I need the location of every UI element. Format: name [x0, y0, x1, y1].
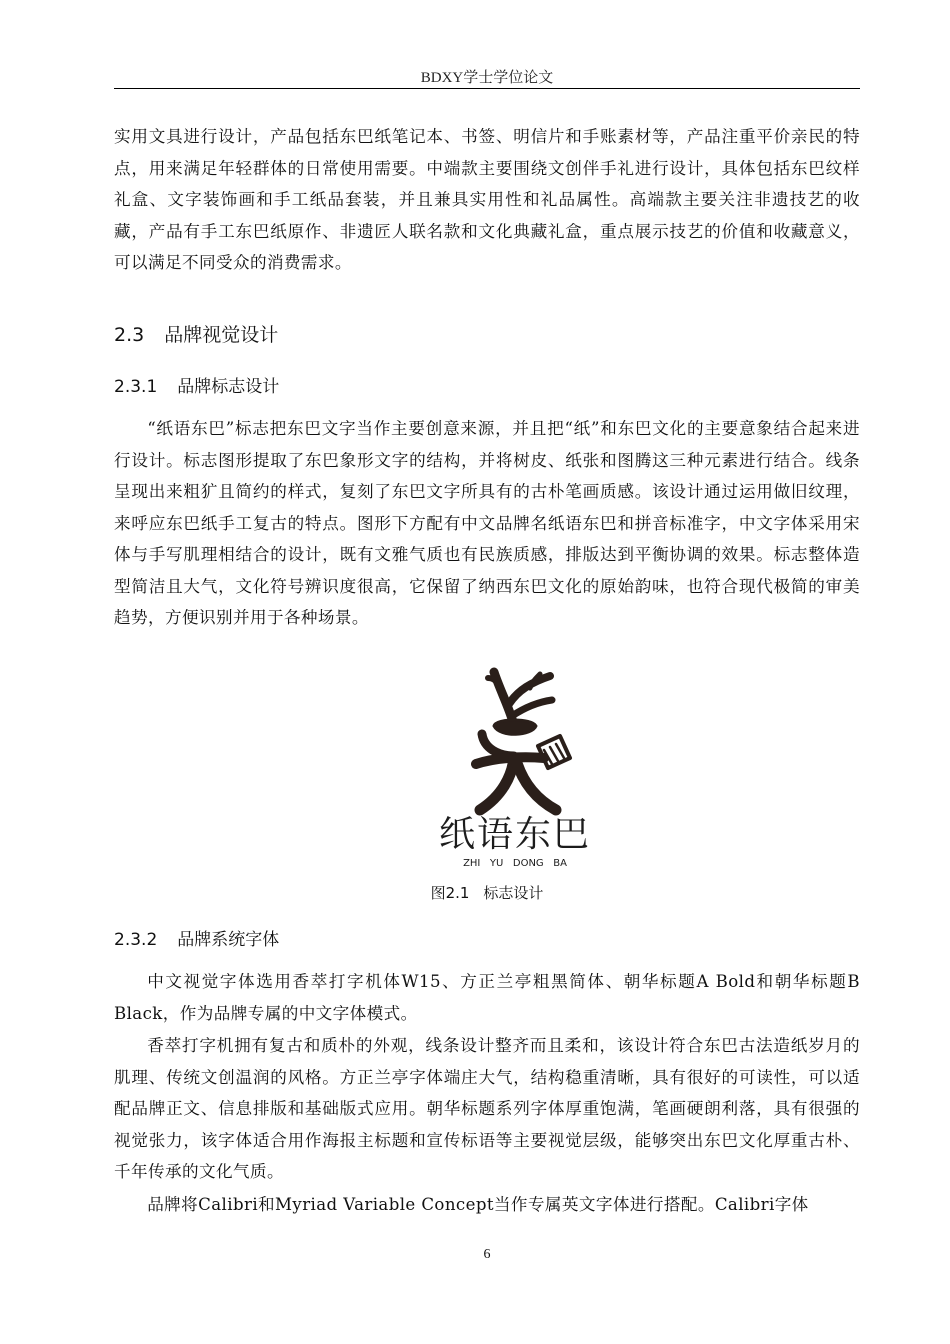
page-number: 6: [483, 1247, 491, 1262]
logo-figure: [420, 660, 610, 872]
subsection-number: 2.3.1: [114, 377, 158, 397]
header-rule: [114, 88, 860, 89]
font-paragraph-1: 中文视觉字体选用香萃打字机体W15、方正兰亭粗黑简体、朝华标题A Bold和朝华标题B Black，作为品牌专属的中文字体模式。: [114, 972, 860, 1023]
subsection-number: 2.3.2: [114, 930, 158, 950]
running-header: BDXY学士学位论文: [420, 70, 554, 86]
figure-caption: [114, 882, 860, 904]
section-title: 品牌视觉设计: [164, 324, 279, 346]
font-paragraph-2: 香萃打字机拥有复古和质朴的外观，线条设计整齐而且柔和，该设计符合东巴古法造纸岁月的肌理、传统文创温润的风格。方正兰亭字体端庄大气，结构稳重清晰，具有很好的可读性，可以适配品牌正文、信息排版和基础版式应用。朝华标题系列字体厚重饱满，笔画硬朗利落，具有很强的视觉张力，该字体适合用作海报主标题和宣传标语等主要视觉层级，能够突出东巴文化厚重古朴、千年传承的文化气质。: [114, 1036, 860, 1181]
logo-design-paragraph: “纸语东巴”标志把东巴文字当作主要创意来源，并且把“纸”和东巴文化的主要意象结合起来进行设计。标志图形提取了东巴象形文字的结构，并将树皮、纸张和图腾这三种元素进行结合。线条呈现出来粗犷且简约的样式，复刻了东巴文字所具有的古朴笔画质感。该设计通过运用做旧纹理，来呼应东巴纸手工复古的特点。图形下方配有中文品牌名纸语东巴和拼音标准字，中文字体采用宋体与手写肌理相结合的设计，既有文雅气质也有民族质感，排版达到平衡协调的效果。标志整体造型简洁且大气，文化符号辨识度很高，它保留了纳西东巴文化的原始韵味，也符合现代极简的审美趋势，方便识别并用于各种场景。: [114, 419, 860, 627]
subsection-heading-2-3-1: [114, 373, 279, 401]
logo-chinese-name: 纸语东巴: [438, 814, 592, 855]
caption-text: 标志设计: [483, 884, 544, 902]
caption-number: 图2.1: [430, 884, 470, 902]
subsection-heading-2-3-2: [114, 926, 279, 954]
section-number: 2.3: [114, 324, 145, 346]
intro-paragraph: 实用文具进行设计，产品包括东巴纸笔记本、书签、明信片和手账素材等，产品注重平价亲民的特点，用来满足年轻群体的日常使用需要。中端款主要围绕文创伴手礼进行设计，具体包括东巴纹样礼盒、文字装饰画和手工纸品套装，并且兼具实用性和礼品属性。高端款主要关注非遗技艺的收藏，产品有手工东巴纸原作、非遗匠人联名款和文化典藏礼盒，重点展示技艺的价值和收藏意义，可以满足不同受众的消费需求。: [114, 127, 860, 272]
subsection-title: 品牌标志设计: [177, 377, 280, 397]
font-paragraph-3: 品牌将Calibri和Myriad Variable Concept当作专属英文字体进行搭配。Calibri字体: [147, 1195, 809, 1214]
subsection-title: 品牌系统字体: [177, 930, 280, 950]
section-heading-2-3: [114, 320, 278, 350]
logo-graphic: [420, 660, 610, 872]
logo-pinyin: ZHI YU DONG BA: [463, 858, 567, 869]
